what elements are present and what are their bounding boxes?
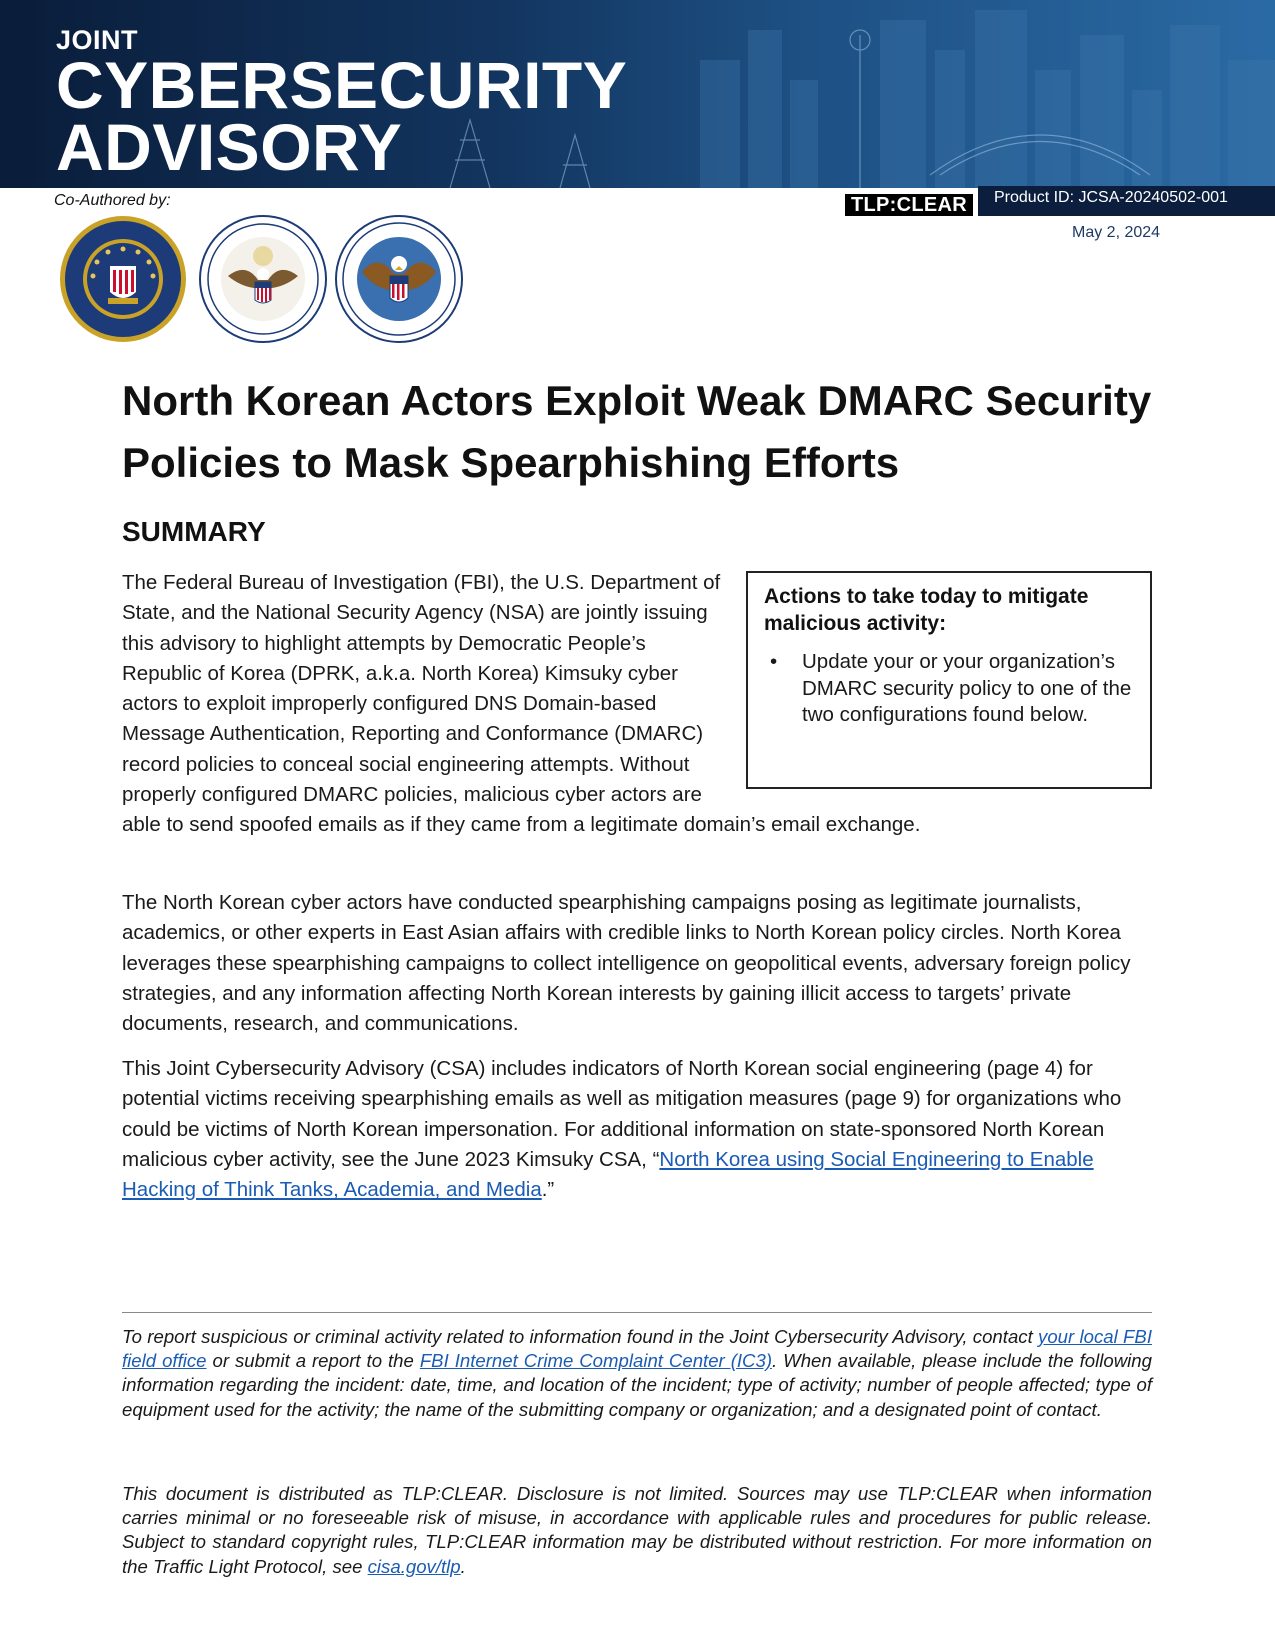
banner-line-advisory: ADVISORY <box>56 110 403 184</box>
actions-callout-box <box>746 571 1152 789</box>
summary-heading: SUMMARY <box>122 516 266 547</box>
advisory-banner <box>0 0 1275 188</box>
nsa-seal-icon <box>334 214 464 344</box>
paragraph-3-text-before: This Joint Cybersecurity Advisory (CSA) includes indicators of North Korean social engineering (page 4) for potential victims receiving spearphishing emails as well as mitigation measures (page 9) for organizations who could be victims of North Korean impersonation. For additional information on state-sponsored North Korean malicious cyber activity, see the June 2023 Kimsuky CSA, “ <box>122 1057 1122 1171</box>
summary-paragraph-1 <box>122 568 1152 841</box>
product-id: Product ID: JCSA-20240502-001 <box>978 186 1275 216</box>
summary-paragraph-2: The North Korean cyber actors have conducted spearphishing campaigns posing as legitimate journalists, academics, or other experts in East Asian affairs with credible links to North Korean policy circles. North Korea leverages these spearphishing campaigns to collect intelligence on geopolitical events, adversary foreign policy strategies, and any information affecting North Korean interests by gaining illicit access to targets’ private documents, research, and communications. <box>122 891 1131 1036</box>
fbi-seal-icon <box>58 214 188 344</box>
fbi-field-office-link[interactable]: your local FBI field office <box>122 1326 1152 1372</box>
banner-line-cybersecurity: CYBERSECURITY <box>56 48 628 122</box>
page-title: North Korean Actors Exploit Weak DMARC Security Policies to Mask Spearphishing Efforts <box>122 377 1152 486</box>
actions-title: Actions to take today to mitigate malicious activity: <box>764 585 1089 635</box>
footer-divider <box>122 1312 1152 1313</box>
summary-paragraph-1-text: The Federal Bureau of Investigation (FBI), the U.S. Department of State, and the National Security Agency (NSA) are jointly issuing this advisory to highlight attempts by Democratic People’s Republic of Korea (DPRK, a.k.a. North Korea) Kimsuky cyber actors to exploit improperly configured DNS Domain-based Message Authentication, Reporting and Conformance (DMARC) record policies to conceal social engineering attempts. Without properly configured DMARC policies, malicious cyber actors are able to send spoofed emails as if they came from a legitimate domain’s email exchange. <box>122 571 921 837</box>
reporting-text-b: or submit a report to the <box>206 1350 420 1372</box>
kimsuky-csa-link[interactable]: North Korea using Social Engineering to Enable Hacking of Think Tanks, Academia, and Media <box>122 1147 1094 1202</box>
actions-list-item <box>764 649 1136 729</box>
tlp-badge: TLP:CLEAR <box>845 194 973 216</box>
bullet-icon: • <box>770 650 778 673</box>
summary-paragraph-3 <box>122 1054 1152 1205</box>
paragraph-3-text-after: .” <box>541 1178 555 1202</box>
publication-date: May 2, 2024 <box>1072 224 1161 241</box>
distribution-text-a: This document is distributed as TLP:CLEAR. Disclosure is not limited. Sources may use TLP:CLEAR when information carries minimal or no foreseeable risk of misuse, in accordance with applicable rules and procedures for public release. Subject to standard copyright rules, TLP:CLEAR information may be distributed without restriction. For more information on the Traffic Light Protocol, see <box>122 1483 1152 1577</box>
ic3-link[interactable]: FBI Internet Crime Complaint Center (IC3) <box>419 1350 773 1372</box>
reporting-notice <box>122 1325 1152 1422</box>
distribution-text-b: . <box>460 1555 466 1577</box>
actions-list <box>764 649 1136 729</box>
banner-title <box>56 25 628 184</box>
banner-line-joint: JOINT <box>56 25 139 55</box>
distribution-notice <box>122 1482 1152 1579</box>
cisa-tlp-link[interactable]: cisa.gov/tlp <box>367 1555 461 1577</box>
coauthored-label: Co-Authored by: <box>54 192 171 209</box>
reporting-text-c: . When available, please include the following information regarding the incident: date, time, and location of the incident; type of activity; number of people affected; type of equipment used for the activity; the name of the submitting company or organization; and a designated point of contact. <box>122 1350 1152 1420</box>
state-department-seal-icon <box>198 214 328 344</box>
actions-item-text: Update your or your organization’s DMARC security policy to one of the two configurations found below. <box>802 650 1132 726</box>
reporting-text-a: To report suspicious or criminal activity related to information found in the Joint Cybersecurity Advisory, contact <box>122 1326 1039 1347</box>
